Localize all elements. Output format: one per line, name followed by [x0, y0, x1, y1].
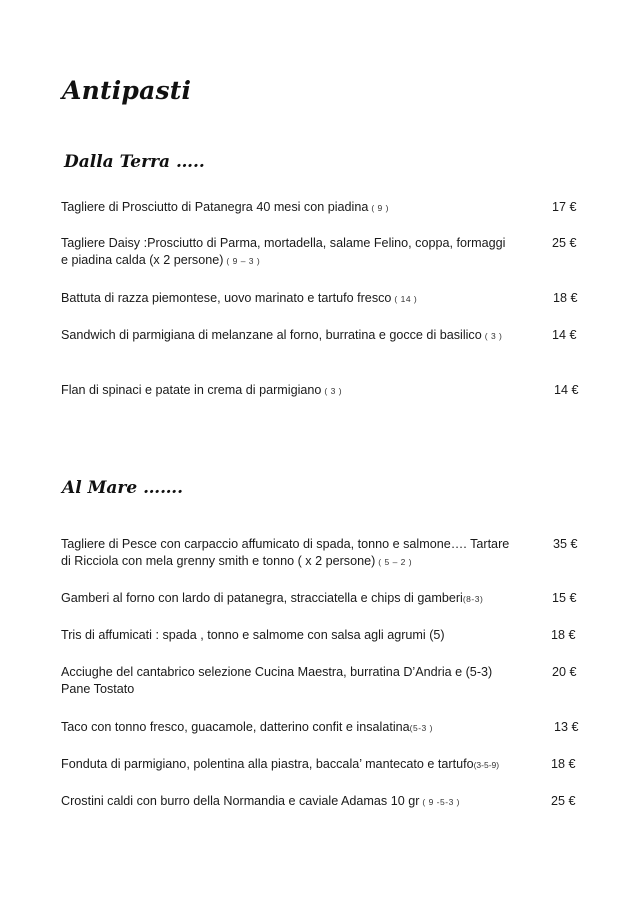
item-allergens: ( 9 ): [371, 203, 389, 213]
item-allergens: ( 3 ): [324, 386, 343, 396]
section-heading-terra: Dalla Terra …..: [64, 152, 205, 172]
item-price: 18 €: [551, 757, 576, 771]
item-name: Acciughe del cantabrico selezione Cucina Maestra, burratina D’Andria e (5-3) Pane Tostato: [61, 665, 493, 696]
item-description: [61, 235, 506, 270]
item-description: [61, 382, 531, 400]
item-description: [61, 590, 541, 608]
item-description: [61, 756, 551, 774]
item-price: 18 €: [551, 628, 576, 642]
item-description: [61, 536, 511, 571]
item-price: 20 €: [552, 665, 577, 679]
item-description: [61, 793, 531, 811]
item-allergens: ( 9 -5-3 ): [422, 797, 460, 807]
item-description: [61, 290, 531, 308]
item-description: [61, 627, 531, 645]
item-price: 25 €: [552, 236, 577, 250]
item-price: 17 €: [552, 200, 577, 214]
item-name: Tagliere di Prosciutto di Patanegra 40 mesi con piadina: [61, 200, 369, 214]
item-name: Tris di affumicati : spada , tonno e salmome con salsa agli agrumi (5): [61, 628, 445, 642]
item-price: 15 €: [552, 591, 577, 605]
item-price: 13 €: [554, 720, 579, 734]
item-allergens: (8-3): [462, 594, 484, 604]
item-price: 14 €: [552, 328, 577, 342]
item-price: 35 €: [553, 537, 578, 551]
item-price: 18 €: [553, 291, 578, 305]
item-price: 25 €: [551, 794, 576, 808]
item-allergens: ( 3 ): [484, 331, 503, 341]
item-description: [61, 199, 531, 217]
item-allergens: (5-3 ): [409, 723, 433, 733]
item-name: Gamberi al forno con lardo di patanegra, stracciatella e chips di gamberi: [61, 591, 463, 605]
item-name: Crostini caldi con burro della Normandia e caviale Adamas 10 gr: [61, 794, 420, 808]
section-heading-mare: Al Mare …….: [62, 478, 184, 498]
item-name: Fonduta di parmigiano, polentina alla piastra, baccala’ mantecato e tartufo: [61, 757, 474, 771]
page-title: Antipasti: [62, 76, 192, 105]
item-allergens: ( 9 – 3 ): [226, 256, 261, 266]
item-name: Tagliere di Pesce con carpaccio affumicato di spada, tonno e salmone…. Tartare di Ricciola con mela grenny smith e tonno ( x 2 persone): [61, 537, 510, 568]
item-name: Taco con tonno fresco, guacamole, datterino confit e insalatina: [61, 720, 410, 734]
item-allergens: ( 14 ): [394, 294, 418, 304]
item-name: Flan di spinaci e patate in crema di parmigiano: [61, 383, 322, 397]
item-price: 14 €: [554, 383, 579, 397]
item-description: [61, 719, 531, 737]
item-name: Tagliere Daisy :Prosciutto di Parma, mortadella, salame Felino, coppa, formaggi e piadina calda (x 2 persone): [61, 236, 506, 267]
item-allergens: (3-5-9): [473, 760, 500, 770]
item-description: [61, 664, 516, 699]
item-allergens: ( 5 – 2 ): [378, 557, 413, 567]
item-name: Sandwich di parmigiana di melanzane al forno, burratina e gocce di basilico: [61, 328, 482, 342]
item-description: [61, 327, 511, 345]
item-name: Battuta di razza piemontese, uovo marinato e tartufo fresco: [61, 291, 392, 305]
